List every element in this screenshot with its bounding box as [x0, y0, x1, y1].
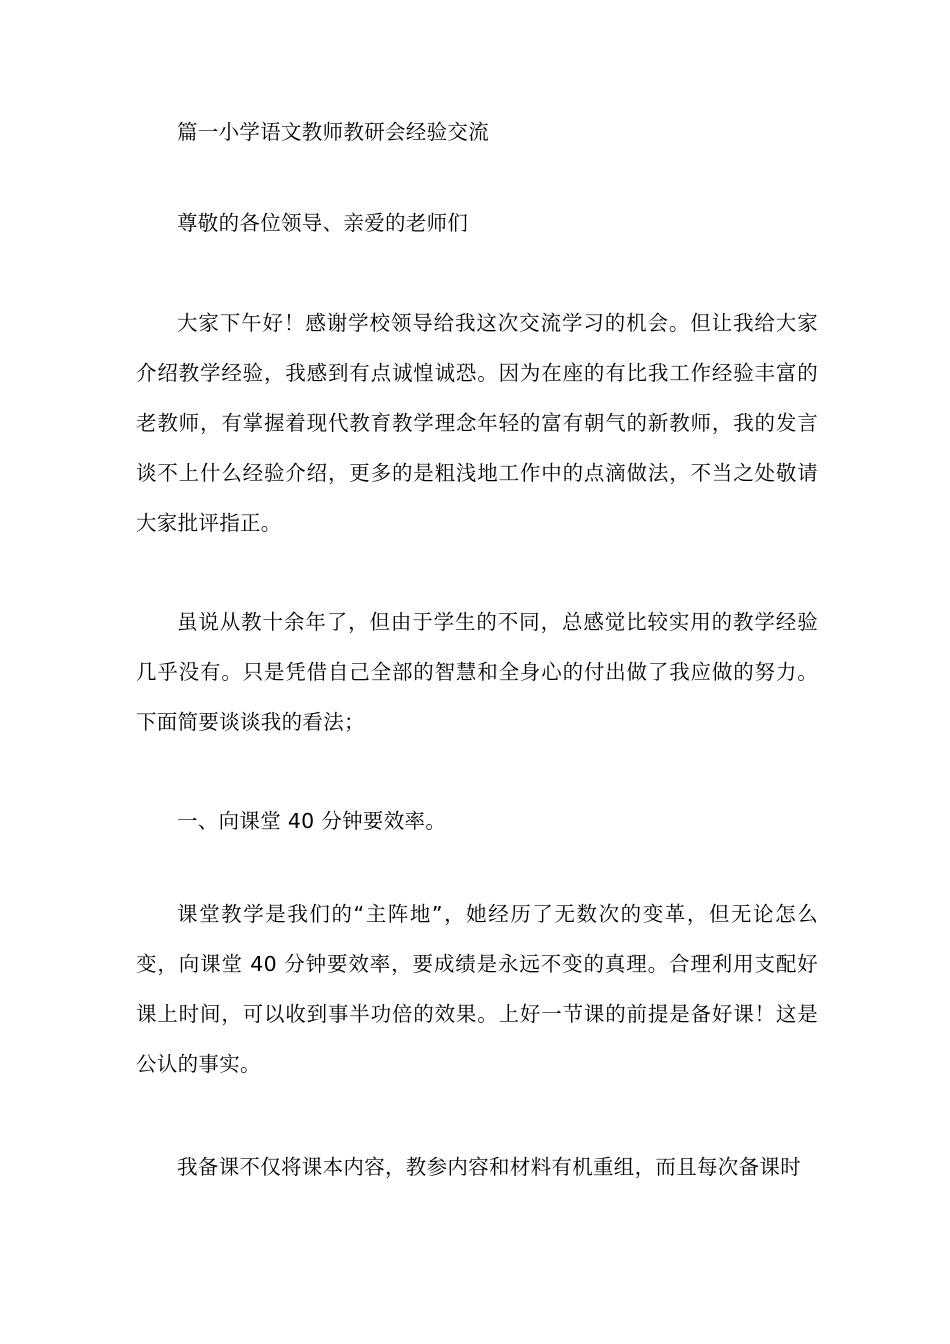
document-title: 篇一小学语文教师教研会经验交流	[177, 120, 489, 144]
salutation: 尊敬的各位领导、亲爱的老师们	[177, 211, 469, 235]
paragraph: 课堂教学是我们的“主阵地”，她经历了无数次的变革，但无论怎么变，向课堂 40 分钟要效率，要成绩是永远不变的真理。合理利用支配好课上时间，可以收到事半功倍的效果。上好一节课的前提是备好课！这是公认的事实。	[136, 902, 818, 1076]
section-heading: 一、向课堂 40 分钟要效率。	[177, 809, 447, 833]
paragraph: 大家下午好！感谢学校领导给我这次交流学习的机会。但让我给大家介绍教学经验，我感到有点诚惶诚恐。因为在座的有比我工作经验丰富的老教师，有掌握着现代教育教学理念年轻的富有朝气的新教师，我的发言谈不上什么经验介绍，更多的是粗浅地工作中的点滴做法，不当之处敬请大家批评指正。	[136, 311, 818, 535]
paragraph: 虽说从教十余年了，但由于学生的不同，总感觉比较实用的教学经验几乎没有。只是凭借自己全部的智慧和全身心的付出做了我应做的努力。下面简要谈谈我的看法；	[136, 610, 818, 734]
paragraph: 我备课不仅将课本内容，教参内容和材料有机重组，而且每次备课时	[177, 1155, 801, 1179]
